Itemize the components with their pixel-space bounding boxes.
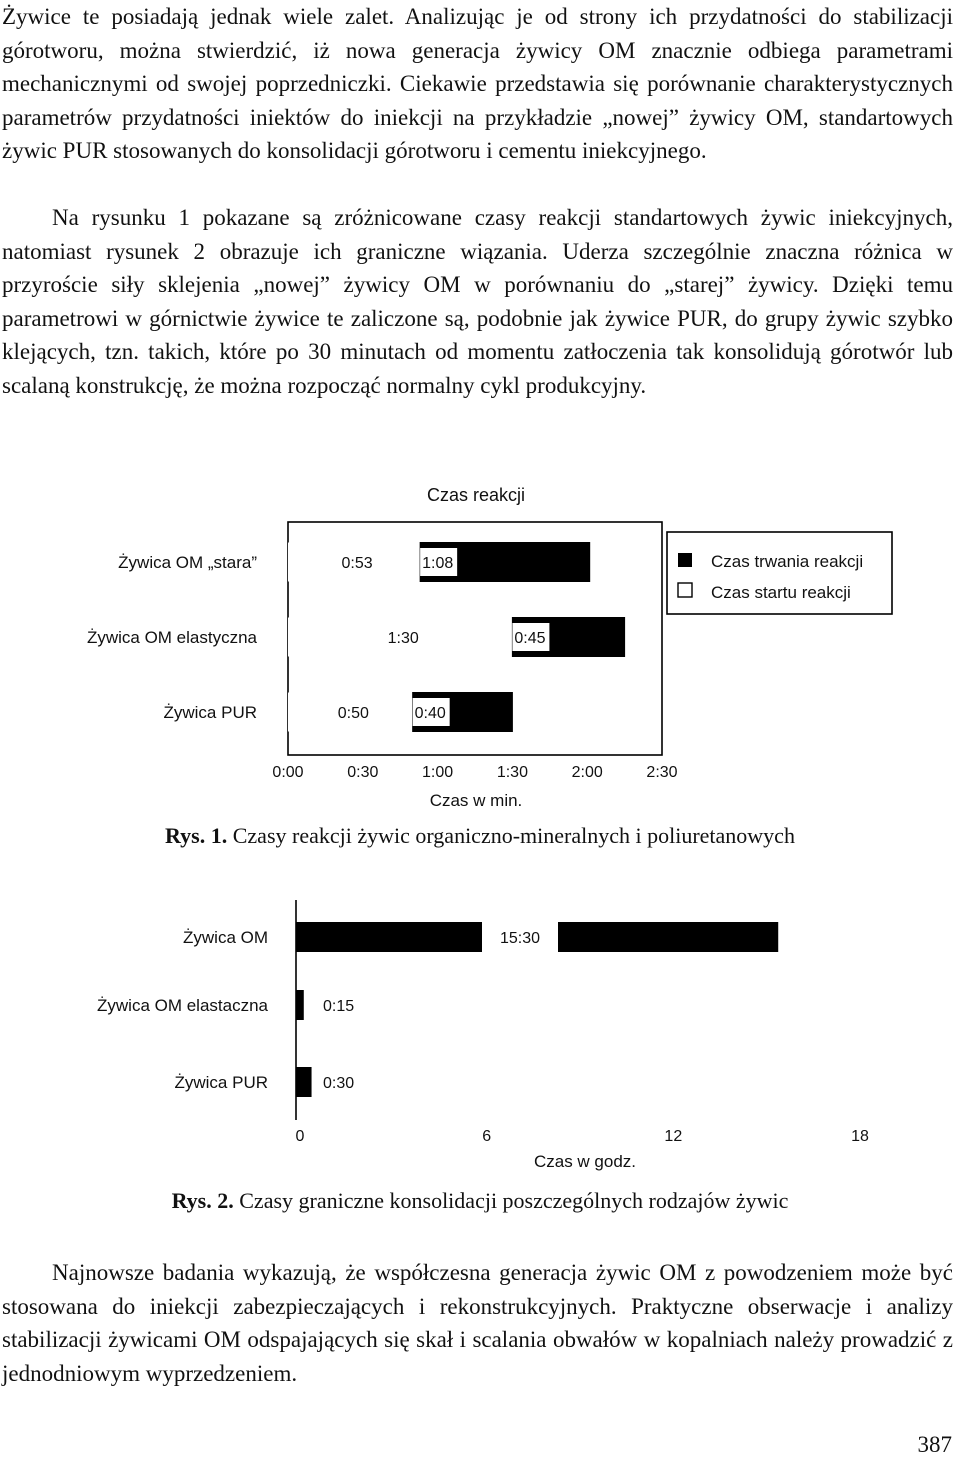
chart1-x-axis-label: Czas w min. bbox=[429, 791, 523, 810]
chart1-legend-label-duration: Czas trwania reakcji bbox=[711, 552, 864, 571]
chart1-legend-label-start: Czas startu reakcji bbox=[711, 583, 851, 602]
figure-1-caption-label: Rys. 1. bbox=[165, 823, 228, 848]
figure-2-caption bbox=[0, 1188, 960, 1214]
paragraph-2: Na rysunku 1 pokazane są zróżnicowane czasy reakcji standartowych żywic iniekcyjnych, natomiast rysunek 2 obrazuje ich graniczne wiązania. Uderza szczególnie znaczna różnica w przyroście siły sklejenia „nowej” żywicy OM w porównaniu do „starej” żywicy. Dzięki temu parametrowi w górnictwie żywice te zaliczone są, podobnie jak żywice PUR, do grupy żywic szybko klejących, tzn. takich, które po 30 minutach od momentu zatłoczenia tak konsolidują górotwór lub scalaną konstrukcję, że można rozpocząć normalny cykl produkcyjny. bbox=[2, 205, 953, 398]
chart2-x-tick-label: 12 bbox=[664, 1128, 683, 1145]
figure-1-chart bbox=[0, 475, 960, 815]
chart1-data-label: 0:53 bbox=[341, 555, 373, 572]
chart1-legend bbox=[667, 532, 892, 614]
figure-2-caption-text: Czasy graniczne konsolidacji poszczególnych rodzajów żywic bbox=[239, 1188, 789, 1213]
chart1-data-label: 0:50 bbox=[337, 705, 369, 722]
figure-1-caption-text: Czasy reakcji żywic organiczno-mineralnych i poliuretanowych bbox=[232, 823, 795, 848]
page-number: 387 bbox=[917, 1432, 952, 1457]
chart2-x-axis-label: Czas w godz. bbox=[533, 1152, 637, 1171]
chart1-category-label: Żywica PUR bbox=[163, 703, 257, 722]
chart2-data-label: 0:30 bbox=[323, 1075, 355, 1092]
chart1-x-tick-label: 0:00 bbox=[272, 764, 304, 781]
chart2-category-label: Żywica PUR bbox=[174, 1073, 268, 1092]
chart1-data-label: 1:30 bbox=[387, 630, 419, 647]
chart1-data-label: 0:45 bbox=[514, 630, 546, 647]
figure-1-caption bbox=[0, 823, 960, 849]
chart1-x-tick-label: 1:00 bbox=[422, 764, 454, 781]
chart2-x-tick-label: 6 bbox=[482, 1128, 492, 1145]
paragraph-1: Żywice te posiadają jednak wiele zalet. Analizując je od strony ich przydatności do stabilizacji górotworu, można stwierdzić, iż nowa generacja żywicy OM znacznie odbiega parametrami mechanicznymi od swojej poprzedniczki. Ciekawie przedstawia się porównanie charakterystycznych parametrów przydatności iniektów do iniekcji na przykładzie „nowej” żywicy OM, standartowych żywic PUR stosowanych do konsolidacji górotworu i cementu iniekcyjnego. bbox=[2, 4, 953, 164]
figure-2-caption-label: Rys. 2. bbox=[171, 1188, 234, 1213]
chart1-legend-swatch-duration bbox=[678, 553, 692, 567]
chart1-title: Czas reakcji bbox=[426, 485, 526, 505]
chart2-data-label: 0:15 bbox=[323, 998, 355, 1015]
chart1-x-tick-label: 1:30 bbox=[496, 764, 528, 781]
chart1-x-tick-label: 2:30 bbox=[646, 764, 678, 781]
chart2-data-label: 15:30 bbox=[499, 930, 541, 947]
figure-2-chart bbox=[0, 897, 960, 1177]
chart2-bar bbox=[296, 1067, 312, 1097]
chart2-bar bbox=[296, 990, 304, 1020]
chart2-x-tick-label: 0 bbox=[295, 1128, 305, 1145]
chart1-category-label: Żywica OM „stara” bbox=[118, 553, 257, 572]
paragraph-3: Najnowsze badania wykazują, że współczesna generacja żywic OM z powodzeniem może być stosowana do iniekcji zabezpieczających i rekonstrukcyjnych. Praktyczne obserwacje i analizy stabilizacji żywicami OM odspajających się skał i scalania obwałów w kopalniach należy prowadzić z jednodniowym wyprzedzeniem. bbox=[2, 1260, 953, 1386]
chart1-data-label: 1:08 bbox=[422, 555, 454, 572]
chart2-category-label: Żywica OM elastaczna bbox=[97, 996, 268, 1015]
chart1-category-label: Żywica OM elastyczna bbox=[86, 628, 257, 647]
chart1-x-tick-label: 2:00 bbox=[571, 764, 603, 781]
chart2-category-label: Żywica OM bbox=[183, 928, 268, 947]
chart2-x-tick-label: 18 bbox=[851, 1128, 869, 1145]
chart1-x-tick-label: 0:30 bbox=[347, 764, 379, 781]
chart1-data-label: 0:40 bbox=[414, 705, 446, 722]
chart1-legend-swatch-start bbox=[678, 583, 692, 597]
